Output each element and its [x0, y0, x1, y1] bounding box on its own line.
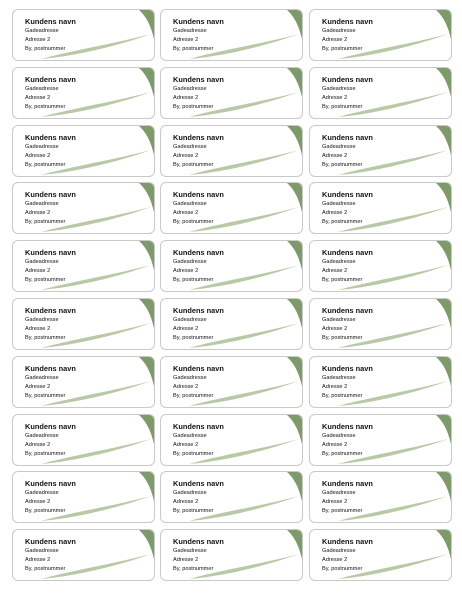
street-address: Gadeadresse	[322, 432, 356, 439]
address-label[interactable]	[160, 125, 303, 177]
address-text-block	[173, 248, 224, 285]
address-text-block	[173, 537, 224, 574]
city-postcode: By, postnummer	[173, 161, 214, 168]
address-text-block	[322, 248, 373, 285]
address-line-2: Adresse 2	[25, 499, 51, 506]
address-text-block	[322, 17, 373, 54]
address-text-block	[173, 133, 224, 170]
customer-name: Kundens navn	[322, 306, 373, 315]
city-postcode: By, postnummer	[322, 392, 363, 399]
street-address: Gadeadresse	[173, 548, 207, 555]
address-label[interactable]	[309, 298, 452, 350]
customer-name: Kundens navn	[25, 248, 76, 258]
address-line-2: Adresse 2	[25, 383, 51, 390]
customer-name: Kundens navn	[25, 132, 76, 142]
address-text-block	[25, 422, 76, 459]
address-label[interactable]	[160, 182, 303, 234]
address-line-2: Adresse 2	[25, 210, 51, 217]
address-text-block	[322, 133, 373, 170]
address-label[interactable]	[160, 298, 303, 350]
address-label[interactable]	[12, 182, 155, 234]
customer-name: Kundens navn	[25, 479, 76, 489]
address-label[interactable]	[160, 471, 303, 523]
city-postcode: By, postnummer	[322, 335, 363, 341]
city-postcode: By, postnummer	[173, 508, 214, 515]
address-text-block	[173, 17, 224, 54]
address-text-block	[25, 133, 76, 170]
city-postcode: By, postnummer	[173, 219, 214, 226]
customer-name: Kundens navn	[173, 132, 224, 142]
address-text-block	[25, 248, 76, 285]
street-address: Gadeadresse	[322, 374, 356, 381]
address-text-block	[25, 190, 76, 227]
address-text-block	[173, 364, 224, 401]
address-line-2: Adresse 2	[322, 383, 348, 390]
street-address: Gadeadresse	[322, 201, 356, 208]
customer-name: Kundens navn	[322, 190, 373, 200]
street-address: Gadeadresse	[25, 85, 59, 92]
address-label[interactable]	[309, 471, 452, 523]
city-postcode: By, postnummer	[322, 103, 363, 110]
city-postcode: By, postnummer	[322, 46, 363, 52]
city-postcode: By, postnummer	[25, 277, 66, 284]
customer-name: Kundens navn	[322, 537, 373, 547]
address-label[interactable]	[12, 67, 155, 119]
customer-name: Kundens navn	[25, 17, 76, 26]
customer-name: Kundens navn	[173, 190, 224, 200]
customer-name: Kundens navn	[322, 421, 373, 431]
address-label[interactable]	[309, 67, 452, 119]
address-line-2: Adresse 2	[173, 441, 199, 448]
address-label[interactable]	[160, 240, 303, 292]
city-postcode: By, postnummer	[25, 392, 66, 399]
address-label[interactable]	[160, 529, 303, 581]
address-label[interactable]	[160, 67, 303, 119]
address-label[interactable]	[12, 9, 155, 61]
customer-name: Kundens navn	[322, 248, 373, 258]
street-address: Gadeadresse	[322, 317, 356, 323]
city-postcode: By, postnummer	[173, 46, 214, 52]
city-postcode: By, postnummer	[173, 392, 214, 399]
city-postcode: By, postnummer	[173, 450, 214, 457]
customer-name: Kundens navn	[25, 363, 76, 373]
city-postcode: By, postnummer	[322, 450, 363, 457]
city-postcode: By, postnummer	[25, 46, 66, 52]
city-postcode: By, postnummer	[173, 335, 214, 341]
street-address: Gadeadresse	[25, 28, 59, 34]
address-label[interactable]	[12, 471, 155, 523]
street-address: Gadeadresse	[322, 548, 356, 555]
address-text-block	[25, 306, 76, 343]
street-address: Gadeadresse	[25, 201, 59, 208]
city-postcode: By, postnummer	[322, 277, 363, 284]
customer-name: Kundens navn	[25, 74, 76, 84]
street-address: Gadeadresse	[25, 548, 59, 555]
address-text-block	[322, 306, 373, 343]
address-line-2: Adresse 2	[322, 441, 348, 448]
address-text-block	[25, 479, 76, 516]
address-text-block	[322, 75, 373, 112]
address-text-block	[173, 306, 224, 343]
address-text-block	[173, 75, 224, 112]
address-label[interactable]	[12, 414, 155, 466]
address-label[interactable]	[309, 125, 452, 177]
address-line-2: Adresse 2	[173, 210, 199, 217]
street-address: Gadeadresse	[173, 28, 207, 34]
address-line-2: Adresse 2	[173, 499, 199, 506]
customer-name: Kundens navn	[25, 537, 76, 547]
city-postcode: By, postnummer	[25, 450, 66, 457]
city-postcode: By, postnummer	[25, 103, 66, 110]
address-label[interactable]	[160, 356, 303, 408]
address-line-2: Adresse 2	[25, 557, 51, 564]
street-address: Gadeadresse	[322, 259, 356, 266]
address-text-block	[322, 537, 373, 574]
address-text-block	[322, 190, 373, 227]
city-postcode: By, postnummer	[173, 103, 214, 110]
customer-name: Kundens navn	[25, 306, 76, 315]
address-line-2: Adresse 2	[173, 268, 199, 275]
address-label[interactable]	[12, 356, 155, 408]
customer-name: Kundens navn	[322, 132, 373, 142]
address-line-2: Adresse 2	[322, 499, 348, 506]
street-address: Gadeadresse	[25, 490, 59, 497]
customer-name: Kundens navn	[322, 17, 373, 26]
address-label[interactable]	[309, 182, 452, 234]
address-line-2: Adresse 2	[25, 326, 51, 332]
customer-name: Kundens navn	[173, 306, 224, 315]
address-text-block	[173, 190, 224, 227]
address-text-block	[25, 75, 76, 112]
address-text-block	[25, 537, 76, 574]
customer-name: Kundens navn	[173, 363, 224, 373]
street-address: Gadeadresse	[25, 143, 59, 150]
street-address: Gadeadresse	[173, 85, 207, 92]
city-postcode: By, postnummer	[25, 161, 66, 168]
address-line-2: Adresse 2	[173, 94, 199, 101]
customer-name: Kundens navn	[25, 421, 76, 431]
street-address: Gadeadresse	[173, 490, 207, 497]
customer-name: Kundens navn	[173, 74, 224, 84]
street-address: Gadeadresse	[173, 317, 207, 323]
customer-name: Kundens navn	[322, 74, 373, 84]
city-postcode: By, postnummer	[173, 566, 214, 573]
address-label[interactable]	[160, 9, 303, 61]
address-line-2: Adresse 2	[322, 557, 348, 564]
street-address: Gadeadresse	[25, 259, 59, 266]
street-address: Gadeadresse	[173, 143, 207, 150]
street-address: Gadeadresse	[25, 317, 59, 323]
city-postcode: By, postnummer	[322, 508, 363, 515]
street-address: Gadeadresse	[173, 201, 207, 208]
address-line-2: Adresse 2	[173, 557, 199, 564]
address-label[interactable]	[12, 125, 155, 177]
address-label[interactable]	[309, 240, 452, 292]
address-label[interactable]	[309, 414, 452, 466]
address-line-2: Adresse 2	[173, 383, 199, 390]
city-postcode: By, postnummer	[25, 219, 66, 226]
city-postcode: By, postnummer	[322, 219, 363, 226]
street-address: Gadeadresse	[173, 259, 207, 266]
address-label[interactable]	[12, 298, 155, 350]
address-line-2: Adresse 2	[25, 37, 51, 43]
customer-name: Kundens navn	[173, 537, 224, 547]
customer-name: Kundens navn	[173, 17, 224, 26]
address-text-block	[322, 479, 373, 516]
address-line-2: Adresse 2	[25, 441, 51, 448]
address-line-2: Adresse 2	[322, 326, 348, 332]
address-label[interactable]	[160, 414, 303, 466]
street-address: Gadeadresse	[322, 85, 356, 92]
city-postcode: By, postnummer	[25, 566, 66, 573]
address-label[interactable]	[309, 356, 452, 408]
address-text-block	[173, 422, 224, 459]
address-label[interactable]	[309, 9, 452, 61]
address-text-block	[322, 422, 373, 459]
address-line-2: Adresse 2	[25, 152, 51, 159]
address-text-block	[322, 364, 373, 401]
street-address: Gadeadresse	[322, 490, 356, 497]
address-line-2: Adresse 2	[25, 94, 51, 101]
address-line-2: Adresse 2	[173, 37, 199, 43]
address-line-2: Adresse 2	[322, 37, 348, 43]
address-label[interactable]	[309, 529, 452, 581]
address-label[interactable]	[12, 529, 155, 581]
customer-name: Kundens navn	[322, 363, 373, 373]
street-address: Gadeadresse	[322, 28, 356, 34]
address-text-block	[25, 364, 76, 401]
street-address: Gadeadresse	[25, 432, 59, 439]
customer-name: Kundens navn	[173, 421, 224, 431]
address-line-2: Adresse 2	[25, 268, 51, 275]
street-address: Gadeadresse	[173, 374, 207, 381]
address-line-2: Adresse 2	[173, 326, 199, 332]
address-line-2: Adresse 2	[173, 152, 199, 159]
address-line-2: Adresse 2	[322, 152, 348, 159]
street-address: Gadeadresse	[173, 432, 207, 439]
address-line-2: Adresse 2	[322, 268, 348, 275]
address-line-2: Adresse 2	[322, 210, 348, 217]
city-postcode: By, postnummer	[25, 335, 66, 341]
address-label[interactable]	[12, 240, 155, 292]
city-postcode: By, postnummer	[173, 277, 214, 284]
customer-name: Kundens navn	[322, 479, 373, 489]
street-address: Gadeadresse	[322, 143, 356, 150]
city-postcode: By, postnummer	[25, 508, 66, 515]
customer-name: Kundens navn	[25, 190, 76, 200]
city-postcode: By, postnummer	[322, 161, 363, 168]
customer-name: Kundens navn	[173, 479, 224, 489]
street-address: Gadeadresse	[25, 374, 59, 381]
address-line-2: Adresse 2	[322, 94, 348, 101]
customer-name: Kundens navn	[173, 248, 224, 258]
address-text-block	[25, 17, 76, 54]
address-text-block	[173, 479, 224, 516]
city-postcode: By, postnummer	[322, 566, 363, 573]
